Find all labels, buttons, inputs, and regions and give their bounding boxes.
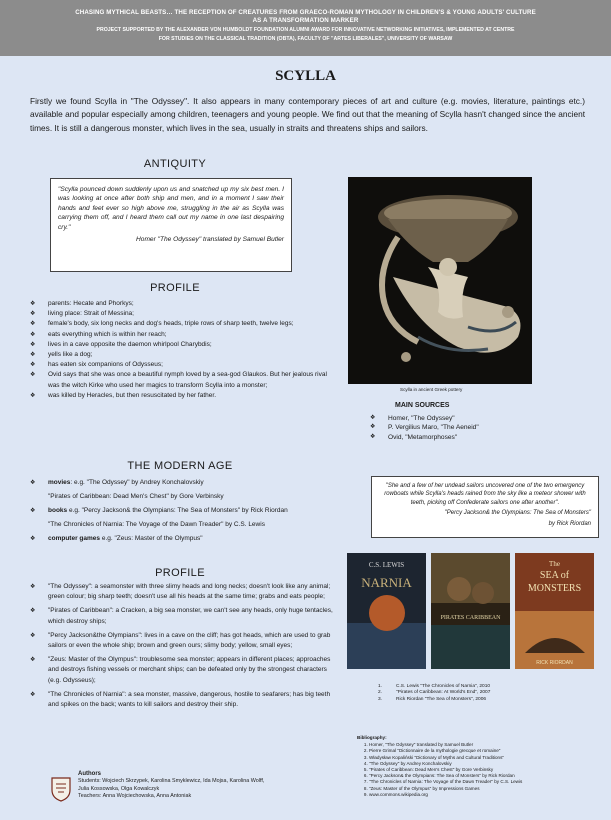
bibliography-item: 4. "The Odyssey" by Andrey Konchalovskiy <box>369 761 522 767</box>
modern-age-heading: THE MODERN AGE <box>127 460 233 472</box>
percy-quote-source-2: by Rick Riordan <box>548 520 591 527</box>
profile-item: ❖ "Percy Jackson&the Olympians": lives in a cave on the cliff; has got heads, which are used to grab sailors or even the whole ship; brown and green ours; slimy body; yellow, small eyes; <box>30 631 340 651</box>
pottery-image <box>348 177 532 384</box>
film-number: 2. <box>378 690 383 696</box>
books-first: e.g. "Percy Jackson& the Olympians: The Sea of Monsters" by Rick Riordan <box>67 507 288 514</box>
header-line-4: FOR STUDIES ON THE CLASSICAL TRADITION (OBTA), FACULTY OF "ARTES LIBERALES", UNIVERSITY OF WARSAW <box>158 36 453 42</box>
profile-item: ❖ yells like a dog; <box>30 350 330 360</box>
pirates-cover <box>431 553 510 669</box>
bibliography-list <box>357 742 522 798</box>
poster-header <box>0 0 611 56</box>
header-line-3: PROJECT SUPPORTED BY THE ALEXANDER VON HUMBOLDT FOUNDATION ALUMNI AWARD FOR INNOVATIVE NETWORKING INITIATIVES, IMPLEMENTED AT CENTRE <box>96 27 515 33</box>
som-title-mid: SEA of <box>539 570 570 581</box>
som-author: RICK RIORDAN <box>536 660 573 666</box>
profile-item: ❖ parents: Hecate and Phorkys; <box>30 299 330 309</box>
books-label: books <box>48 507 68 514</box>
profile-heading-antiquity: PROFILE <box>150 282 200 294</box>
film-item <box>378 697 490 703</box>
movies-second: "Pirates of Caribbean: Dead Men's Chest" by Gore Verbinsky <box>48 493 224 500</box>
profile-item: ❖ female's body, six long necks and dog's heads, triple rows of sharp teeth, twelve legs; <box>30 319 330 329</box>
games-row <box>30 534 340 544</box>
school-logo-icon <box>50 776 72 802</box>
source-item: ❖ Ovid, "Metamorphoses" <box>370 433 479 442</box>
narnia-title: NARNIA <box>361 575 412 590</box>
film-number: 3. <box>378 696 383 702</box>
film-text: Rick Riordan "The Sea of Monsters", 2006 <box>396 696 487 702</box>
bibliography-heading: Bibliography: <box>357 735 387 740</box>
profile-heading-modern: PROFILE <box>155 567 205 579</box>
books-row <box>30 506 340 516</box>
som-title-top: The <box>549 560 560 568</box>
source-item: ❖ P. Vergilius Maro, "The Aeneid" <box>370 423 479 432</box>
bibliography-item: 7. "The Chronicles of Narnia: The Voyage of the Dawn Treader" by C.S. Lewis <box>369 779 522 785</box>
profile-item: ❖ eats everything which is within her reach; <box>30 330 330 340</box>
source-item: ❖ Homer, "The Odyssey" <box>370 414 479 423</box>
books-second: "The Chronicles of Narnia: The Voyage of the Dawn Treader" by C.S. Lewis <box>48 521 265 528</box>
bibliography-item: 3. Władysław Kopaliński "Dictionary of Myths and Cultural Traditions" <box>369 755 522 761</box>
profile-item: ❖ "Zeus: Master of the Olympus": troublesome sea monster; appears in different places; approaches and destroys fishing vessels or merchant ships; can be defeated only by the strongest characters (e.g. Odysseus); <box>30 655 340 686</box>
profile-list-modern <box>30 582 340 714</box>
bibliography-item: 8. "Zeus: Master of the Olympus" by Impressions Games <box>369 786 522 792</box>
main-sources-heading: MAIN SOURCES <box>395 402 450 409</box>
profile-list-antiquity <box>30 299 330 401</box>
profile-item: ❖ "Pirates of Caribbean": a Cracken, a big sea monster, we can't see any heads, only huge tentacles, which destroy ships; <box>30 606 340 626</box>
bibliography-item: 5. "Pirates of Caribbean: Dead Men's Chest" by Gore Verbinsky <box>369 767 522 773</box>
pirates-title: PIRATES CARIBBEAN <box>440 615 501 621</box>
som-title-bot: MONSTERS <box>527 583 582 594</box>
bibliography-item: 2. Pierre Grimal "Dictionnaire de la mythologie grecque et romaine" <box>369 748 522 754</box>
header-line-2: AS A TRANSFORMATION MARKER <box>252 17 359 24</box>
movies-label: movies <box>48 479 71 486</box>
film-number: 1. <box>378 684 383 689</box>
film-text: "Pirates of Caribbean: At World's End", 2007 <box>396 690 491 696</box>
authors-students: Students: Wojciech Skrzypek, Karolina Smyklewicz, Ida Mojsa, Karolina Wolff, <box>78 778 265 785</box>
percy-quote-text: "She and a few of her undead sailors uncovered one of the two emergency rowboats while Scylla's heads rained from the sky like a meteor shower with teeth, picking off Confederate sailors one after another". <box>384 483 586 506</box>
profile-item: ❖ was killed by Heracles, but then resuscitated by her father. <box>30 391 330 401</box>
antiquity-heading: ANTIQUITY <box>143 158 207 170</box>
narnia-author: C.S. LEWIS <box>368 561 405 569</box>
authors-teachers: Teachers: Anna Wojciechowska, Anna Antoniak <box>78 793 192 800</box>
profile-item: ❖ "The Chronicles of Narnia": a sea monster, massive, dangerous, hostile to seafarers; has big teeth and spikes on the back; wants to kill sailors and destroy their ship. <box>30 690 340 710</box>
film-list <box>378 684 490 703</box>
percy-quote-source-1: "Percy Jackson& the Olympians: The Sea of Monsters" <box>444 510 591 517</box>
odyssey-quote-text: "Scylla pounced down suddenly upon us and snatched up my six best men. I was looking at once after both ship and men, and in a moment I saw their hands and feet ever so high above me, struggling in the air as Scylla was carrying them off, and I heard them call out my name in one last despairing cry." <box>58 186 284 231</box>
movies-first: : e.g. "The Odyssey" by Andrey Konchalovskiy <box>70 479 204 486</box>
profile-item: ❖ "The Odyssey": a seamonster with three slimy heads and long necks; doesn't look like any animal; green colour; big sharp teeth; doesn't use all his heads at the same time; grabs and eats people; <box>30 582 340 602</box>
authors-block <box>78 771 264 801</box>
main-sources-list <box>370 414 479 442</box>
bibliography-item: 6. "Percy Jackson& the Olympians: The Sea of Monsters" by Rick Riordan <box>369 773 522 779</box>
profile-item: ❖ living place: Strait of Messina; <box>30 309 330 319</box>
profile-item: ❖ has eaten six companions of Odysseus; <box>30 360 330 370</box>
intro-paragraph: Firstly we found Scylla in "The Odyssey". It also appears in many contemporary pieces of art and culture (e.g. movies, literature, paintings etc.) available and popular especially among children, teenagers and young people. We find out that the meaning of Scylla hasn't changed since the ancient times. It is still a dangerous monster, which lives in the sea, usually in straits and threatens ships and sailors. <box>30 96 585 133</box>
odyssey-quote-box <box>50 178 292 272</box>
percy-jackson-quote-box <box>371 476 599 538</box>
bibliography-item: 9. www.commons.wikipedia.org <box>369 792 522 798</box>
profile-item: ❖ lives in a cave opposite the daemon whirlpool Charybdis; <box>30 340 330 350</box>
bibliography <box>357 735 522 798</box>
profile-item: ❖ Ovid says that she was once a beautiful nymph loved by a sea-god Glaukos. But her jealous rival was the witch Kirke who used her magics to transform Scylla into a monster; <box>30 370 330 390</box>
bibliography-item: 1. Homer, "The Odyssey" translated by Samuel Butler <box>369 742 522 748</box>
photo-caption: Scylla in ancient Greek pottery <box>400 387 463 392</box>
movies-row <box>30 478 340 488</box>
odyssey-quote-source: Homer "The Odyssey" translated by Samuel Butler <box>136 236 284 244</box>
film-text: C.S. Lewis "The Chronicles of Narnia", 2010 <box>396 684 491 689</box>
authors-students-2: Julia Kossowska, Olga Kowalczyk <box>78 785 160 792</box>
games-first: e.g. "Zeus: Master of the Olympus" <box>100 535 203 542</box>
modern-age-section <box>30 478 340 548</box>
page-title: SCYLLA <box>275 68 336 84</box>
narnia-cover <box>347 553 426 669</box>
authors-heading: Authors <box>78 771 101 777</box>
games-label: computer games <box>48 535 101 542</box>
sea-of-monsters-cover <box>515 553 594 669</box>
scylla-pottery-photo <box>348 177 532 384</box>
header-line-1: CHASING MYTHICAL BEASTS… THE RECEPTION OF CREATURES FROM GRAECO-ROMAN MYTHOLOGY IN CHILDREN'S & YOUNG ADULTS' CULTURE <box>75 9 536 16</box>
